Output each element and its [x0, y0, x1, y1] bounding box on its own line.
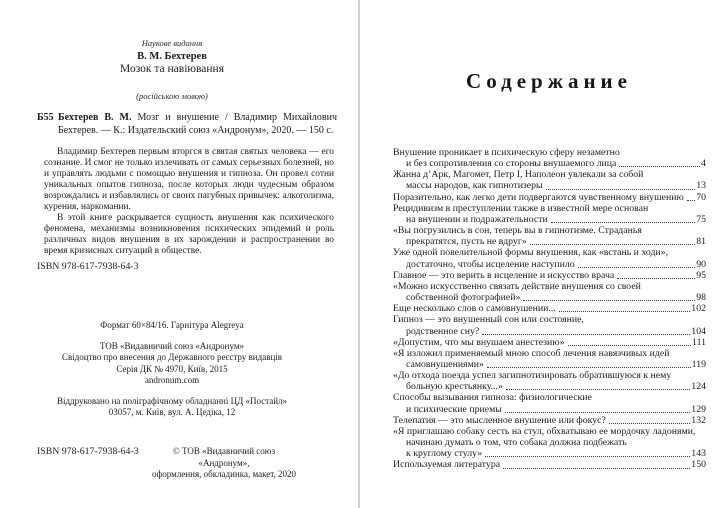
- toc-page-number: 104: [691, 325, 706, 337]
- toc-entry-line: [393, 203, 706, 214]
- toc-entry-title: «До отхода поезда успел загипнотизировать обратившуюся к нему: [393, 370, 672, 382]
- publisher-line: Серія ДК № 4970, Київ, 2015: [116, 363, 228, 374]
- toc-page-number: 124: [691, 381, 706, 393]
- toc-entry-line: [393, 147, 706, 158]
- toc-entry-title: собственной фотографией»: [406, 292, 521, 304]
- toc-entry-line: [393, 314, 706, 325]
- toc-dot-leader: [503, 468, 690, 469]
- toc-entry-title: начинаю думать о том, что собака должна подбежать: [406, 437, 627, 449]
- toc-entry-title: «Я изложил применяемый мною способ лечения навязчивых идей: [393, 347, 670, 359]
- copyright-line: оформлення, обкладинка, макет, 2020: [151, 469, 297, 479]
- toc-entry-line: [393, 337, 706, 348]
- catalog-code: Б55: [37, 112, 54, 123]
- toc-entry-title: «Вы погрузились в сон, теперь вы в гипнотизме. Страданья: [393, 225, 642, 237]
- toc-entry-title: Внушение проникает в психическую сферу незаметно: [393, 147, 620, 158]
- edition-note: Наукове видання: [141, 38, 203, 48]
- toc-entry-title: Главное — это верить в исцеление и искусство врача: [393, 269, 615, 281]
- isbn-bottom: ISBN 978-617-7938-64-3: [37, 446, 139, 457]
- toc-entry-title: Гипноз — это внушенный сон или состояние,: [393, 314, 584, 326]
- annotation: [44, 147, 334, 257]
- toc-entry: [393, 281, 706, 303]
- toc-entry-title: больную крестьянку...»: [406, 381, 503, 393]
- catalog-entry: [37, 112, 337, 138]
- toc-dot-leader: [568, 345, 692, 346]
- toc-entry-title: Способы вызывания гипноза: физиологические: [393, 392, 592, 404]
- catalog-author: Бехтерев В. М.: [58, 112, 132, 123]
- toc-page-number: 143: [691, 448, 706, 460]
- toc-entry-line: [393, 281, 706, 292]
- annotation-paragraph-2: В этой книге раскрывается сущность внушения как психического феномена, механизмы возникновения психических эпидемий и роль различных видов внушения в их зарождении и распространении во время кризисных ситуаций в обществе.: [44, 213, 334, 256]
- contents-heading: Содержание: [466, 69, 632, 93]
- language-note: (російською мовою): [136, 91, 208, 101]
- toc-entry: [393, 370, 706, 392]
- book-title: Мозок та навіювання: [120, 63, 224, 75]
- toc-entry-title: Еще несколько слов о самовнушении...: [393, 303, 556, 315]
- toc-entry-line: [393, 214, 706, 225]
- toc-entry-title: и без сопротивления со стороны внушаемого лица: [406, 158, 617, 170]
- printer-block: [28, 396, 316, 419]
- toc-entry-line: [393, 426, 706, 437]
- toc-page-number: 95: [696, 269, 706, 281]
- format-line: Формат 60×84/16. Гарнітура Alegreya: [100, 320, 244, 330]
- toc-entry: [393, 348, 706, 370]
- imprint-block: [28, 320, 316, 428]
- copyright-block: [148, 446, 300, 481]
- toc-page-number: 70: [696, 191, 706, 203]
- toc-list: [393, 147, 706, 471]
- title-block: [28, 38, 316, 76]
- toc-entry-title: и психические приемы: [406, 403, 502, 415]
- toc-entry: [393, 247, 706, 269]
- toc-entry-line: [393, 292, 706, 303]
- toc-entry-title: Телепатия — это мысленное внушение или фокус?: [393, 414, 606, 426]
- toc-dot-leader: [523, 300, 695, 301]
- toc-entry: [393, 459, 706, 470]
- toc-entry: [393, 270, 706, 281]
- toc-entry-title: Рецидивизм в преступлении также в известной мере основан: [393, 202, 649, 214]
- toc-dot-leader: [559, 311, 691, 312]
- toc-entry-line: [393, 459, 706, 470]
- toc-entry-line: [393, 192, 706, 203]
- toc-page-number: 81: [696, 236, 706, 248]
- toc-entry: [393, 303, 706, 314]
- toc-page-number: 132: [691, 414, 706, 426]
- toc-entry: [393, 392, 706, 414]
- toc-entry-title: на внушении и подражательности: [406, 213, 548, 225]
- toc-dot-leader: [485, 456, 690, 457]
- book-author: В. М. Бехтерев: [137, 51, 207, 62]
- toc-entry-title: «Можно искусственно связать действие внушения со своей: [393, 280, 641, 292]
- catalog-text: [58, 112, 337, 138]
- toc-entry-line: [393, 415, 706, 426]
- toc-entry-line: [393, 259, 706, 270]
- toc-dot-leader: [506, 389, 690, 390]
- catalog-description: Мозг и внушение / Владимир Михайлович Бехтерев. — К.: Издательский союз «Андронум», 2020. — 150 с.: [58, 112, 337, 136]
- publisher-website: andronum.com: [144, 375, 200, 385]
- toc-entry-line: [393, 303, 706, 314]
- toc-page-number: 75: [696, 213, 706, 225]
- printer-address: 03057, м. Київ, вул. А. Цедіка, 12: [108, 407, 236, 417]
- toc-entry-line: [393, 392, 706, 403]
- copyright-line: © ТОВ «Видавничий союз «Андронум»,: [172, 446, 276, 468]
- toc-entry-line: [393, 270, 706, 281]
- toc-dot-leader: [617, 278, 695, 279]
- toc-entry: [393, 203, 706, 225]
- toc-entry: [393, 169, 706, 191]
- toc-page-number: 129: [691, 403, 706, 415]
- toc-page-number: 90: [696, 258, 706, 270]
- toc-entry-line: [393, 359, 706, 370]
- imprint-page: [0, 0, 358, 508]
- toc-entry-title: массы народов, как гипнотизеры: [406, 180, 543, 192]
- toc-entry: [393, 192, 706, 203]
- toc-entry-line: [393, 169, 706, 180]
- toc-entry: [393, 225, 706, 247]
- toc-dot-leader: [609, 423, 690, 424]
- printer-line: Віддруковано на поліграфічному обладнанні ЦД «Постайл»: [56, 395, 288, 406]
- toc-entry-title: прекратятся, пусть не вдруг»: [406, 236, 527, 248]
- toc-dot-leader: [487, 367, 691, 368]
- toc-entry: [393, 147, 706, 169]
- toc-entry: [393, 337, 706, 348]
- publisher-block: [28, 341, 316, 387]
- toc-entry-line: [393, 158, 706, 169]
- toc-page-number: 102: [691, 303, 706, 315]
- publisher-line: Свідоцтво про внесення до Державного реєстру видавців: [61, 352, 283, 362]
- toc-entry: [393, 415, 706, 426]
- toc-entry-line: [393, 381, 706, 392]
- toc-entry-line: [393, 180, 706, 191]
- toc-entry-line: [393, 247, 706, 258]
- toc-entry-line: [393, 326, 706, 337]
- toc-dot-leader: [546, 189, 696, 190]
- toc-entry-title: Поразительно, как легко дети подвергаются чувственному внушению: [393, 191, 684, 203]
- toc-page-number: 111: [692, 336, 706, 348]
- toc-entry-line: [393, 225, 706, 236]
- toc-dot-leader: [505, 412, 690, 413]
- annotation-paragraph-1: Владимир Бехтерев первым вторгся в святая святых человека — его сознание. И смог не только излечивать от самых серьезных болезней, но и управлять людьми с помощью внушения и гипноза. Он провел сотни уникальных опытов гипноза, после которых люди чудесным образом возрождались и избавлялись от своих пагубных привычек: алкоголизма, курения, наркомании.: [44, 147, 334, 212]
- toc-entry-title: «Допустим, что мы внушаем анестезию»: [393, 336, 565, 348]
- toc-entry-title: Жанна д’Арк, Магомет, Петр I, Наполеон увлекали за собой: [393, 169, 644, 181]
- toc-dot-leader: [551, 222, 695, 223]
- contents-page: [360, 0, 720, 508]
- toc-entry-line: [393, 348, 706, 359]
- publisher-line: ТОВ «Видавничий союз «Андронум»: [99, 340, 245, 351]
- toc-page-number: 13: [696, 180, 706, 192]
- toc-entry: [393, 314, 706, 336]
- toc-entry-title: достаточно, чтобы исцеление наступило: [406, 258, 575, 270]
- toc-entry: [393, 426, 706, 459]
- toc-entry-title: к круглому стулу»: [406, 448, 483, 460]
- toc-dot-leader: [619, 166, 700, 167]
- toc-entry-title: самовнушениями»: [406, 358, 484, 370]
- toc-entry-title: Используемая литература: [393, 459, 501, 471]
- toc-page-number: 4: [701, 158, 706, 170]
- toc-dot-leader: [482, 334, 690, 335]
- toc-dot-leader: [530, 244, 695, 245]
- toc-page-number: 150: [691, 459, 706, 471]
- toc-entry-title: родственное сну?: [406, 325, 480, 337]
- toc-entry-line: [393, 448, 706, 459]
- toc-page-number: 119: [691, 358, 706, 370]
- isbn-middle: ISBN 978-617-7938-64-3: [37, 261, 139, 272]
- toc-entry-line: [393, 404, 706, 415]
- toc-entry-line: [393, 437, 706, 448]
- toc-entry-line: [393, 236, 706, 247]
- toc-entry-title: Уже одной повелительной формы внушения, как «встань и ходи»,: [393, 247, 669, 259]
- toc-dot-leader: [687, 200, 695, 201]
- toc-entry-title: «Я приглашаю собаку сесть на стул, обхватываю ее мордочку ладонями,: [393, 425, 696, 437]
- toc-dot-leader: [578, 267, 696, 268]
- toc-page-number: 98: [696, 292, 706, 304]
- toc-entry-line: [393, 370, 706, 381]
